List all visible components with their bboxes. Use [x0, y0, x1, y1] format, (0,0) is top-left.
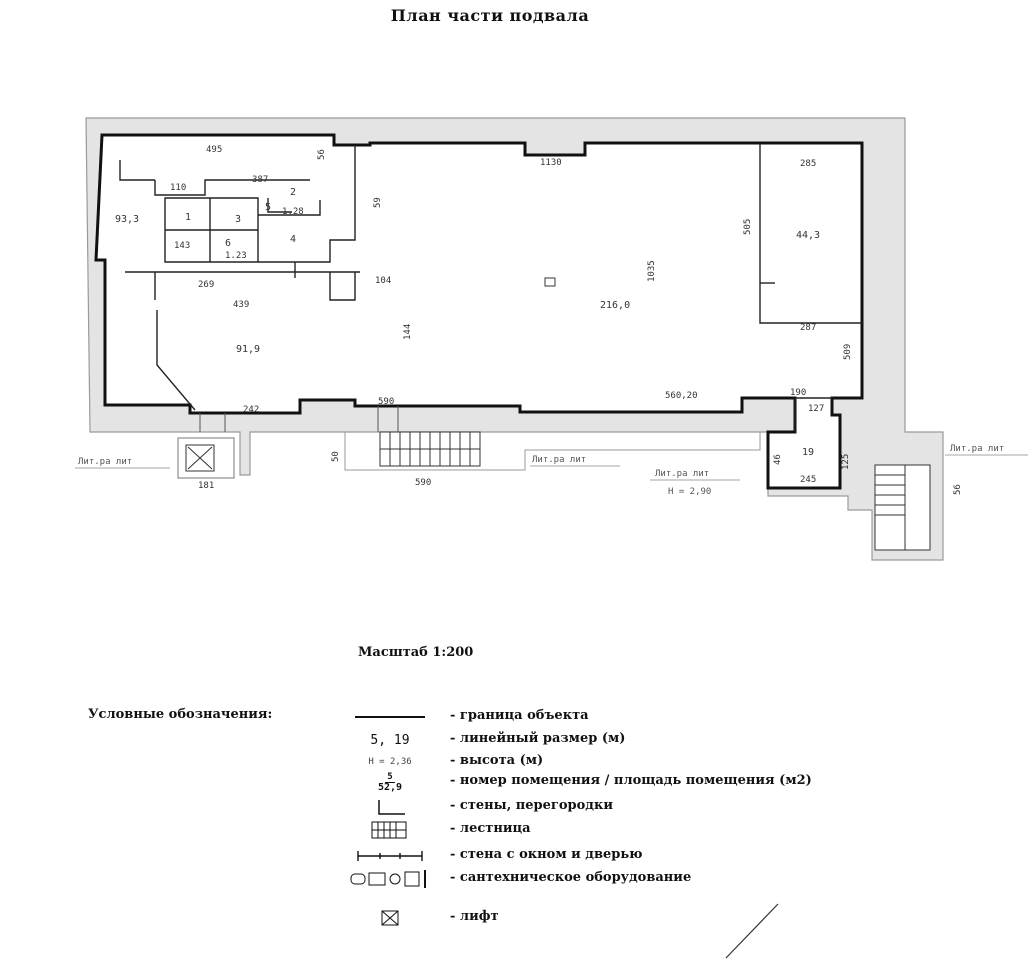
legend-row-plumbing [340, 869, 900, 889]
room-number: 6 [225, 238, 232, 249]
plan-note: Лит.ра лит [950, 444, 1005, 454]
dimension-symbol: 5, 19 [370, 732, 410, 748]
dimension-label: 1.28 [282, 207, 304, 217]
dimension-label: 1035 [647, 260, 657, 282]
legend-row-stairs [340, 820, 900, 840]
stairs-right [875, 465, 930, 550]
legend-row-walls [340, 797, 900, 817]
plan-title: План части подвала [390, 6, 590, 25]
height-symbol: H = 2,36 [368, 757, 412, 767]
dimension-label: 56 [317, 149, 327, 160]
legend-label: - лифт [450, 909, 499, 924]
legend-row-height [340, 752, 900, 772]
plan-note: Н = 2,90 [668, 487, 712, 497]
signature-stroke [720, 900, 790, 960]
window-door-symbol [340, 846, 440, 866]
legend-title: Условные обозначения: [88, 707, 273, 722]
wall-symbol [340, 797, 440, 817]
legend-label: - сантехническое оборудование [450, 870, 692, 885]
dimension-label: 495 [206, 145, 223, 155]
dimension-label: 1.23 [225, 251, 247, 261]
stairs-symbol [340, 820, 440, 840]
dimension-label: 104 [375, 276, 392, 286]
dimension-label: 439 [233, 300, 250, 310]
room-number: 1 [185, 212, 192, 223]
plan-note: Лит.ра лит [532, 455, 587, 465]
dimension-label: 56 [953, 484, 963, 495]
legend-row-room-number [340, 772, 900, 792]
dimension-label: 143 [174, 241, 191, 251]
legend-label: - лестница [450, 821, 531, 836]
dimension-label: 245 [800, 475, 817, 485]
dimension-label: 269 [198, 280, 215, 290]
plan-note: Лит.ра лит [78, 457, 133, 467]
dimension-label: 125 [841, 453, 851, 470]
legend-label: - линейный размер (м) [450, 731, 626, 746]
dimension-label: 287 [800, 323, 817, 333]
legend-row-window-door [340, 846, 900, 866]
legend-label: - номер помещения / площадь помещения (м2) [450, 773, 812, 788]
dimension-label: 190 [790, 388, 807, 398]
dimension-label: 127 [808, 404, 825, 414]
legend-row-dimension [340, 730, 900, 750]
plumbing-symbol [340, 869, 440, 889]
scale-label: Масштаб 1:200 [358, 645, 474, 660]
room-fraction-symbol: $\frac{5}{52,9}$ [377, 771, 403, 793]
legend-label: - граница объекта [450, 708, 589, 723]
dimension-label: 50 [331, 451, 341, 462]
legend-label: - стены, перегородки [450, 798, 614, 813]
legend-label: - высота (м) [450, 753, 544, 768]
room-area: 216,0 [600, 300, 631, 311]
dimension-label: 387 [252, 175, 269, 185]
legend-row-boundary [340, 707, 900, 727]
stairs-main [380, 432, 480, 466]
dimension-label: 285 [800, 159, 817, 169]
dimension-label: 590 [378, 397, 395, 407]
legend-row-elevator [340, 908, 900, 928]
room-number: 3 [235, 214, 242, 225]
room-area: 19 [802, 447, 815, 458]
legend-label: - стена с окном и дверью [450, 847, 643, 862]
dimension-label: 46 [773, 454, 783, 465]
dimension-label: 181 [198, 481, 215, 491]
room-number: 5 [265, 202, 272, 213]
dimension-label: 110 [170, 183, 187, 193]
dimension-label: 505 [743, 218, 753, 235]
elevator-symbol [186, 445, 214, 471]
dimension-label: 509 [843, 343, 853, 360]
room-area: 91,9 [236, 344, 261, 355]
room-number: 4 [290, 234, 297, 245]
plan-note: Лит.ра лит [655, 469, 710, 479]
boundary-line-symbol [340, 707, 440, 727]
dimension-label: 144 [403, 323, 413, 340]
dimension-label: 59 [373, 197, 383, 208]
elevator-symbol [340, 908, 440, 928]
room-number: 2 [290, 187, 297, 198]
room-area: 93,3 [115, 214, 140, 225]
dimension-label: 1130 [540, 158, 562, 168]
dimension-label: 590 [415, 478, 432, 488]
room-area: 44,3 [796, 230, 821, 241]
dimension-label: 560,20 [665, 391, 698, 401]
dimension-label: 242 [243, 405, 260, 415]
